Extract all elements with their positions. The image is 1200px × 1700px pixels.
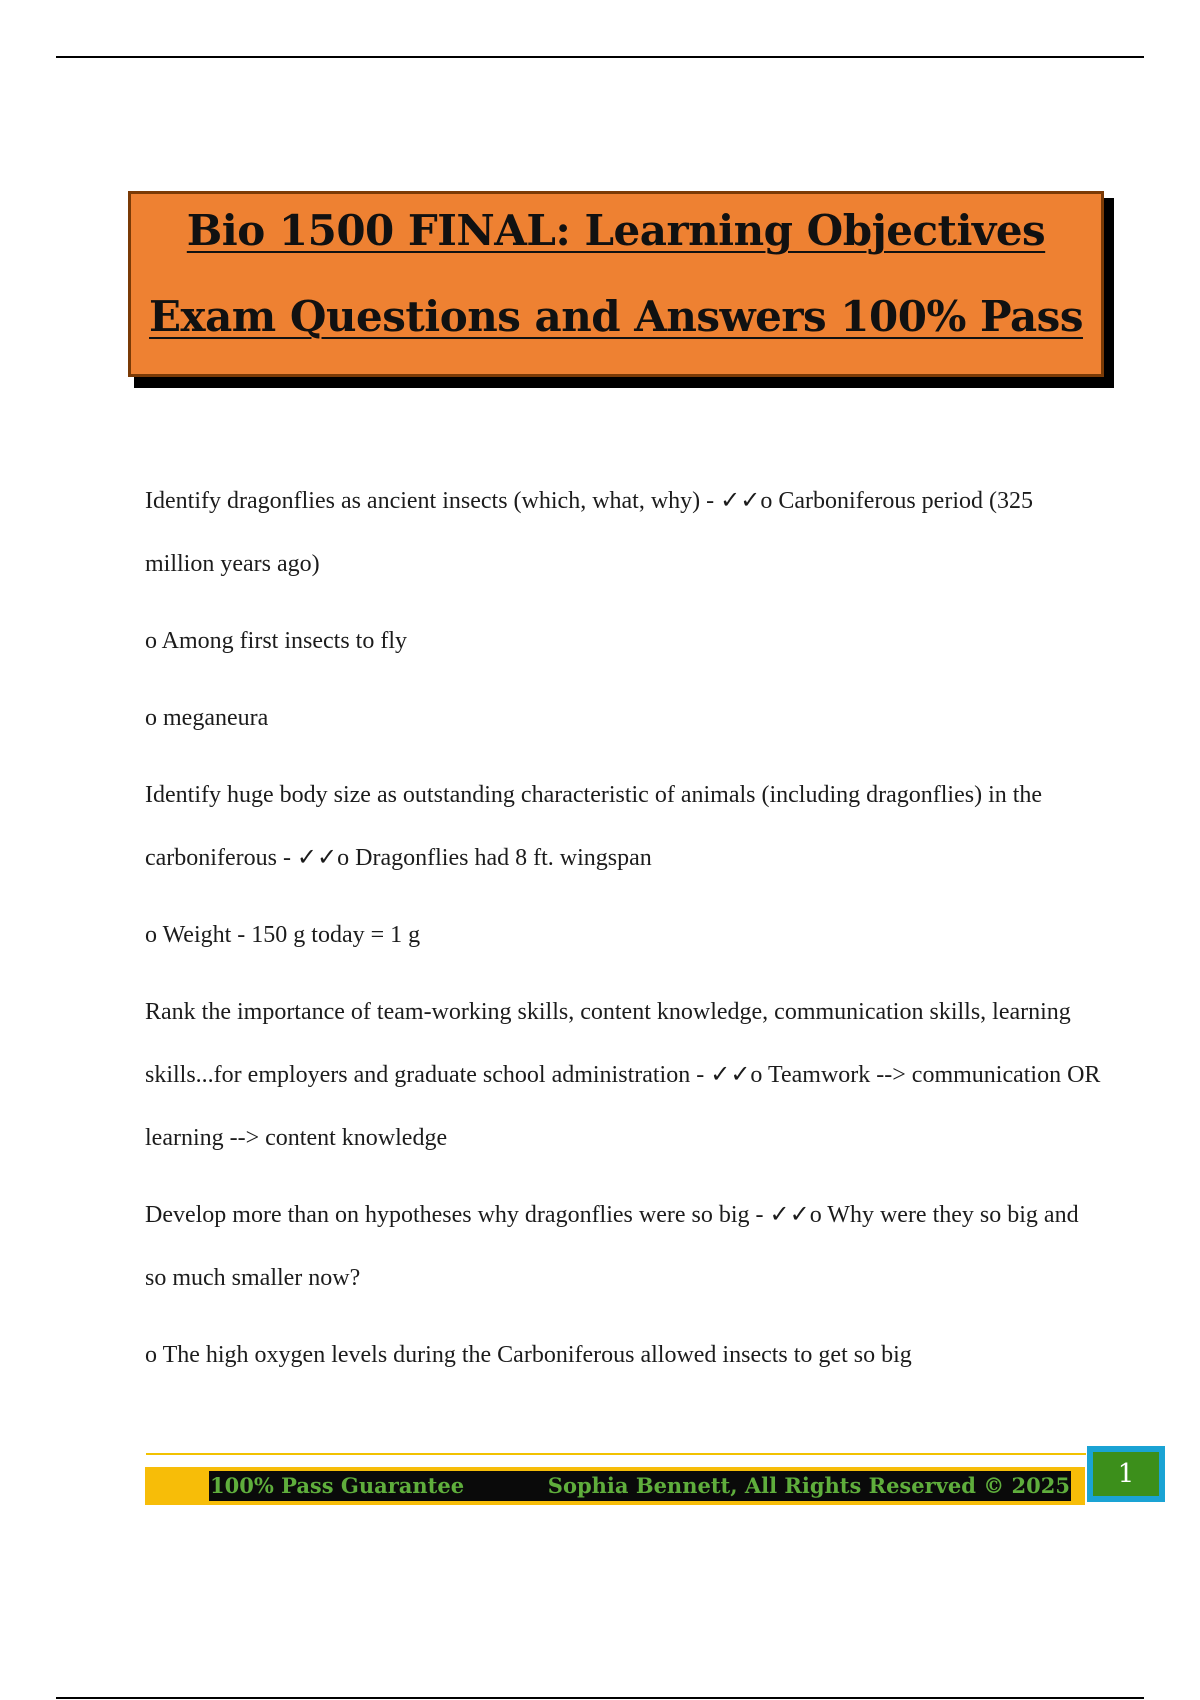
footer-guarantee-text: 100% Pass Guarantee <box>210 1473 465 1498</box>
title-box <box>128 191 1104 377</box>
footer-top-line <box>146 1453 1086 1455</box>
footer-copyright-text: Sophia Bennett, All Rights Reserved © 2025 <box>547 1473 1070 1498</box>
top-rule <box>56 56 1144 58</box>
paragraph-8: o The high oxygen levels during the Carboniferous allowed insects to get so big <box>145 1342 912 1368</box>
document-body <box>145 470 1105 1401</box>
paragraph-1: Identify dragonflies as ancient insects (which, what, why) - ✓✓o Carboniferous period (325 million years ago) <box>145 488 1033 577</box>
paragraph-7: Develop more than on hypotheses why dragonflies were so big - ✓✓o Why were they so big and so much smaller now? <box>145 1202 1079 1291</box>
bottom-rule <box>56 1697 1144 1699</box>
title-line-2: Exam Questions and Answers 100% Pass <box>149 292 1083 341</box>
paragraph-6: Rank the importance of team-working skills, content knowledge, communication skills, learning skills...for employers and graduate school administration - ✓✓o Teamwork --> communication OR learning --> content knowledge <box>145 999 1101 1151</box>
paragraph-2: o Among first insects to fly <box>145 628 407 654</box>
title-line-1: Bio 1500 FINAL: Learning Objectives <box>186 206 1046 255</box>
paragraph-5: o Weight - 150 g today = 1 g <box>145 922 421 948</box>
paragraph-3: o meganeura <box>145 705 269 731</box>
page-number: 1 <box>1093 1452 1159 1496</box>
paragraph-4: Identify huge body size as outstanding characteristic of animals (including dragonflies) in the carboniferous - ✓✓o Dragonflies had 8 ft. wingspan <box>145 782 1043 871</box>
